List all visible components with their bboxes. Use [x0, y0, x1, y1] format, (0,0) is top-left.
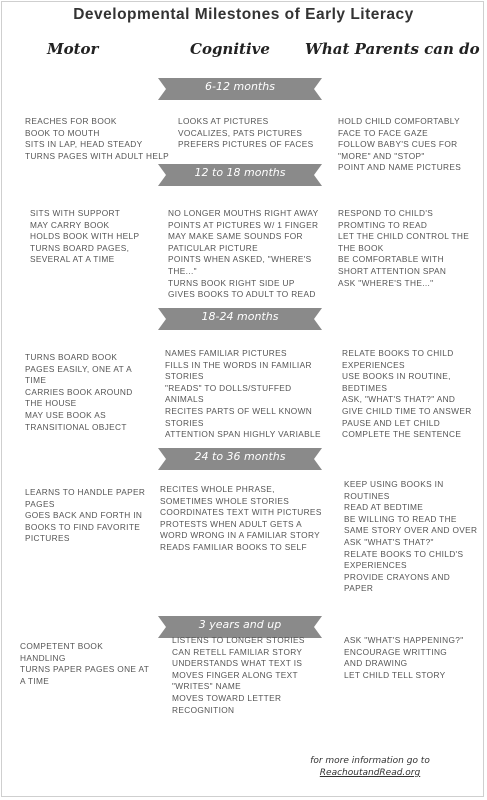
milestone-line: FACE TO FACE GAZE — [338, 127, 429, 138]
footer-website-link[interactable]: ReachoutandRead.org — [319, 768, 421, 778]
milestone-line: BE COMFORTABLE WITH — [338, 254, 444, 265]
milestone-line: "MORE" AND "STOP" — [338, 150, 425, 161]
age-banner-label: 12 to 18 months — [194, 166, 286, 179]
milestone-line: COMPETENT BOOK — [20, 641, 104, 651]
parent-actions-12-18 — [338, 208, 469, 289]
milestone-line: PROMTING TO READ — [338, 219, 428, 230]
milestone-line: BOOK TO MOUTH — [25, 127, 100, 138]
milestone-line: SITS WITH SUPPORT — [30, 208, 121, 218]
milestone-line: PROVIDE CRAYONS AND — [344, 571, 451, 582]
milestone-line: THE..." — [168, 265, 197, 276]
milestone-line: EXPERIENCES — [342, 359, 405, 370]
milestone-line: RECITES WHOLE PHRASE, — [160, 484, 275, 494]
cognitive-column-heading: Cognitive — [190, 40, 270, 58]
parent-actions-6-12 — [338, 116, 461, 174]
parents-column-heading: What Parents can do — [305, 40, 480, 58]
milestone-line: PAGES — [25, 498, 55, 509]
milestone-line: SHORT ATTENTION SPAN — [338, 265, 447, 276]
milestone-line: ROUTINES — [344, 490, 390, 501]
milestone-line: "WRITES" NAME — [172, 681, 241, 692]
age-banner-label: 6-12 months — [205, 80, 275, 93]
milestone-line: FOLLOW BABY'S CUES FOR — [338, 139, 458, 150]
milestone-line: BE WILLING TO READ THE — [344, 513, 457, 524]
milestone-line: LET THE CHILD CONTROL THE — [338, 231, 470, 242]
milestone-line: PAPER — [344, 583, 374, 594]
milestone-line: SEVERAL AT A TIME — [30, 254, 115, 265]
milestone-line: TURNS PAGES WITH ADULT HELP — [25, 150, 170, 161]
milestone-line: MAY CARRY BOOK — [30, 219, 110, 230]
milestone-line: ANIMALS — [165, 394, 204, 405]
milestone-line: CARRIES BOOK AROUND — [25, 386, 133, 397]
parent-actions-18-24 — [342, 348, 472, 441]
motor-milestones-3-years — [20, 641, 149, 687]
milestone-line: ASK "WHAT'S THAT?" — [344, 536, 434, 547]
milestone-line: HOLD CHILD COMFORTABLY — [338, 116, 461, 126]
milestone-line: A TIME — [20, 675, 50, 686]
milestone-line: READ AT BEDTIME — [344, 502, 424, 513]
milestone-line: READS FAMILIAR BOOKS TO SELF — [160, 541, 307, 552]
milestone-line: NAMES FAMILIAR PICTURES — [165, 348, 287, 358]
milestone-line: PATICULAR PICTURE — [168, 242, 259, 253]
milestone-line: TURNS PAPER PAGES ONE AT — [20, 664, 150, 675]
milestone-line: LISTENS TO LONGER STORIES — [172, 635, 305, 645]
milestone-line: RESPOND TO CHILD'S — [338, 208, 434, 218]
milestone-line: SAME STORY OVER AND OVER — [344, 525, 478, 536]
motor-milestones-18-24 — [25, 352, 133, 433]
age-banner-12-18-months — [150, 160, 330, 190]
milestone-line: POINTS WHEN ASKED, "WHERE'S — [168, 254, 312, 265]
milestone-line: PREFERS PICTURES OF FACES — [178, 139, 314, 150]
age-banner-label: 3 years and up — [198, 618, 282, 631]
milestone-line: SOMETIMES WHOLE STORIES — [160, 495, 290, 506]
milestone-line: RECOGNITION — [172, 704, 235, 715]
parent-actions-3-years — [344, 635, 464, 681]
milestone-line: "READS" TO DOLLS/STUFFED — [165, 382, 292, 393]
milestone-line: ATTENTION SPAN HIGHLY VARIABLE — [165, 429, 321, 440]
milestone-line: LET CHILD TELL STORY — [344, 669, 446, 680]
milestone-line: HOLDS BOOK WITH HELP — [30, 231, 140, 242]
milestone-line: ASK "WHERE'S THE..." — [338, 277, 434, 288]
milestone-line: COORDINATES TEXT WITH PICTURES — [160, 507, 322, 518]
milestone-line: CAN RETELL FAMILIAR STORY — [172, 646, 303, 657]
milestone-line: HANDLING — [20, 652, 66, 663]
milestone-line: REACHES FOR BOOK — [25, 116, 117, 126]
milestone-line: UNDERSTANDS WHAT TEXT IS — [172, 658, 303, 669]
milestone-line: MOVES TOWARD LETTER — [172, 692, 282, 703]
milestone-line: LEARNS TO HANDLE PAPER — [25, 487, 146, 497]
milestone-line: AND DRAWING — [344, 658, 408, 669]
milestone-line: VOCALIZES, PATS PICTURES — [178, 127, 303, 138]
cognitive-milestones-24-36 — [160, 484, 322, 554]
age-banner-label: 24 to 36 months — [194, 450, 286, 463]
motor-milestones-6-12 — [25, 116, 169, 162]
milestone-line: MAY USE BOOK AS — [25, 409, 107, 420]
milestone-line: PICTURES — [25, 533, 70, 544]
milestone-line: PROTESTS WHEN ADULT GETS A — [160, 518, 303, 529]
milestone-line: SITS IN LAP, HEAD STEADY — [25, 139, 143, 150]
milestone-line: RECITES PARTS OF WELL KNOWN — [165, 405, 313, 416]
milestone-line: NO LONGER MOUTHS RIGHT AWAY — [168, 208, 319, 218]
milestone-line: TIME — [25, 375, 47, 386]
milestone-line: TURNS BOOK RIGHT SIDE UP — [168, 277, 295, 288]
age-banner-18-24-months — [150, 304, 330, 334]
cognitive-milestones-18-24 — [165, 348, 321, 441]
milestone-line: TURNS BOARD PAGES, — [30, 242, 130, 253]
age-banner-24-36-months — [150, 444, 330, 474]
milestone-line: MOVES FINGER ALONG TEXT — [172, 669, 298, 680]
motor-milestones-12-18 — [30, 208, 139, 266]
milestone-line: KEEP USING BOOKS IN — [344, 479, 444, 489]
footer-line-1: for more information go to — [310, 756, 430, 766]
motor-milestones-24-36 — [25, 487, 145, 545]
milestone-line: STORIES — [165, 371, 204, 382]
milestone-line: ENCOURAGE WRITTING — [344, 646, 448, 657]
age-banner-label: 18-24 months — [201, 310, 279, 323]
milestone-line: POINT AND NAME PICTURES — [338, 162, 462, 173]
milestone-line: EXPERIENCES — [344, 560, 407, 571]
milestone-line: LOOKS AT PICTURES — [178, 116, 269, 126]
milestone-line: RELATE BOOKS TO CHILD'S — [344, 548, 464, 559]
milestone-line: USE BOOKS IN ROUTINE, — [342, 371, 451, 382]
footer-note — [285, 755, 455, 779]
milestone-line: STORIES — [165, 417, 204, 428]
milestone-line: TURNS BOARD BOOK — [25, 352, 118, 362]
milestone-line: PAUSE AND LET CHILD — [342, 417, 441, 428]
age-banner-6-12-months — [150, 74, 330, 104]
milestone-line: ASK "WHAT'S HAPPENING?" — [344, 635, 464, 645]
milestone-line: MAY MAKE SAME SOUNDS FOR — [168, 231, 303, 242]
milestone-line: FILLS IN THE WORDS IN FAMILIAR — [165, 359, 312, 370]
milestone-line: THE HOUSE — [25, 398, 77, 409]
milestone-line: THE BOOK — [338, 242, 384, 253]
parent-actions-24-36 — [344, 479, 477, 595]
milestone-line: BEDTIMES — [342, 382, 388, 393]
milestone-line: TRANSITIONAL OBJECT — [25, 421, 127, 432]
milestone-line: COMPLETE THE SENTENCE — [342, 429, 462, 440]
milestone-line: BOOKS TO FIND FAVORITE — [25, 521, 141, 532]
cognitive-milestones-6-12 — [178, 116, 314, 151]
cognitive-milestones-12-18 — [168, 208, 319, 301]
page-title: Developmental Milestones of Early Literacy — [73, 6, 414, 23]
milestone-line: POINTS AT PICTURES W/ 1 FINGER — [168, 219, 319, 230]
milestone-line: GIVES BOOKS TO ADULT TO READ — [168, 289, 316, 300]
milestone-line: ASK, "WHAT'S THAT?" AND — [342, 394, 456, 405]
milestone-line: WORD WRONG IN A FAMILIAR STORY — [160, 530, 321, 541]
milestone-line: GIVE CHILD TIME TO ANSWER — [342, 405, 472, 416]
cognitive-milestones-3-years — [172, 635, 305, 716]
motor-column-heading: Motor — [47, 40, 99, 58]
milestone-line: GOES BACK AND FORTH IN — [25, 510, 143, 521]
milestone-line: RELATE BOOKS TO CHILD — [342, 348, 454, 358]
milestone-line: PAGES EASILY, ONE AT A — [25, 363, 133, 374]
